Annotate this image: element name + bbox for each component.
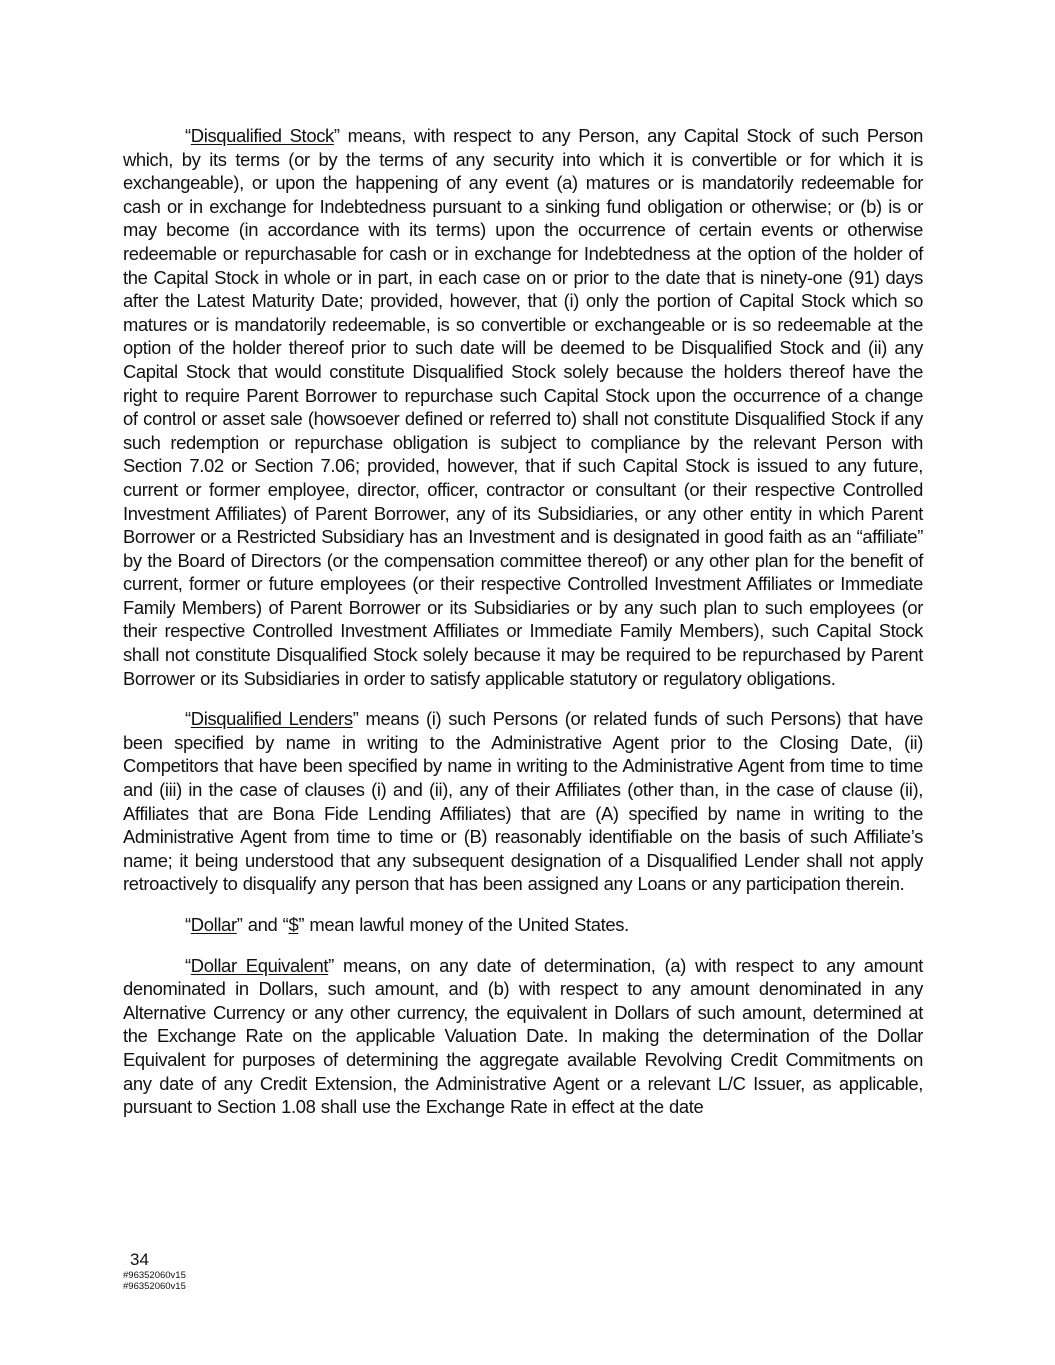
- defined-term: Disqualified Lenders: [190, 708, 353, 730]
- page-footer: [123, 1250, 186, 1292]
- close-quote: ”: [298, 914, 305, 935]
- page-number: 34: [130, 1250, 149, 1269]
- document-body: [123, 124, 923, 1136]
- definition-disqualified-stock: [123, 124, 923, 690]
- open-quote: “: [185, 954, 191, 976]
- definition-text: means (i) such Persons (or related funds of such Persons) that have been specified by name in writing to the Administrative Agent prior to the Closing Date, (ii) Competitors that have been specified by name in writing to the Administrative Agent from time to time and (iii) in the case of clauses (i) and (ii), any of their Affiliates (other than, in the case of clause (ii), Affiliates that are Bona Fide Lending Affiliates) that are (A) specified by name in writing to the Administrative Agent from time to time or (B) reasonably identifiable on the basis of such Affiliate’s name; it being understood that any subsequent designation of a Disqualified Lender shall not apply retroactively to disqualify any person that has been assigned any Loans or any participation therein.: [123, 708, 923, 895]
- close-quote: ”: [333, 125, 340, 146]
- definition-text: means, on any date of determination, (a) with respect to any amount denominated in Dollars, such amount, and (b) with respect to any amount denominated in any Alternative Currency or any other currency, the equivalent in Dollars of such amount, determined at the Exchange Rate on the applicable Valuation Date. In making the determination of the Dollar Equivalent for purposes of determining the aggregate available Revolving Credit Commitments on any date of any Credit Extension, the Administrative Agent or a relevant L/C Issuer, as applicable, pursuant to Section 1.08 shall use the Exchange Rate in effect at the date: [123, 954, 924, 1118]
- defined-term: Dollar: [190, 914, 237, 935]
- definition-disqualified-lenders: [123, 707, 923, 896]
- connector-text: and “: [242, 914, 289, 935]
- open-quote: “: [185, 125, 191, 146]
- definition-dollar: [123, 913, 923, 937]
- defined-term: Disqualified Stock: [190, 125, 334, 146]
- open-quote: “: [185, 708, 191, 730]
- close-quote: ”: [236, 914, 243, 935]
- definition-text: mean lawful money of the United States.: [304, 914, 629, 935]
- close-quote: ”: [328, 954, 334, 976]
- close-quote: ”: [352, 708, 359, 730]
- document-id: #96352060v15: [123, 1270, 186, 1281]
- defined-term-symbol: $: [288, 914, 299, 935]
- defined-term: Dollar Equivalent: [190, 954, 329, 976]
- document-id-duplicate: #96352060v15: [123, 1281, 186, 1292]
- open-quote: “: [185, 914, 191, 935]
- definition-dollar-equivalent: [123, 954, 923, 1119]
- definition-text: means, with respect to any Person, any Capital Stock of such Person which, by its terms (or by the terms of any security into which it is convertible or for which it is exchangeable), or upon the happening of any event (a) matures or is mandatorily redeemable for cash or in exchange for Indebtedness pursuant to a sinking fund obligation or otherwise; or (b) is or may become (in accordance with its terms) upon the occurrence of certain events or otherwise redeemable or repurchasable for cash or in exchange for Indebtedness at the option of the holder of the Capital Stock in whole or in part, in each case on or prior to the date that is ninety-one (91) days after the Latest Maturity Date; provided, however, that (i) only the portion of Capital Stock which so matures or is mandatorily redeemable, is so convertible or exchangeable or is so redeemable at the option of the holder thereof prior to such date will be deemed to be Disqualified Stock and (ii) any Capital Stock that would constitute Disqualified Stock solely because the holders thereof have the right to require Parent Borrower to repurchase such Capital Stock upon the occurrence of a change of control or asset sale (howsoever defined or referred to) shall not constitute Disqualified Stock if any such redemption or repurchase obligation is subject to compliance by the relevant Person with Section 7.02 or Section 7.06; provided, however, that if such Capital Stock is issued to any future, current or former employee, director, officer, contractor or consultant (or their respective Controlled Investment Affiliates) of Parent Borrower, any of its Subsidiaries, or any other entity in which Parent Borrower or a Restricted Subsidiary has an Investment and is designated in good faith as an “affiliate” by the Board of Directors (or the compensation committee thereof) or any other plan for the benefit of current, former or future employees (or their respective Controlled Investment Affiliates or Immediate Family Members) of Parent Borrower or its Subsidiaries or by any such plan to such employees (or their respective Controlled Investment Affiliates or Immediate Family Members), such Capital Stock shall not constitute Disqualified Stock solely because it may be required to be repurchased by Parent Borrower or its Subsidiaries in order to satisfy applicable statutory or regulatory obligations.: [123, 125, 923, 689]
